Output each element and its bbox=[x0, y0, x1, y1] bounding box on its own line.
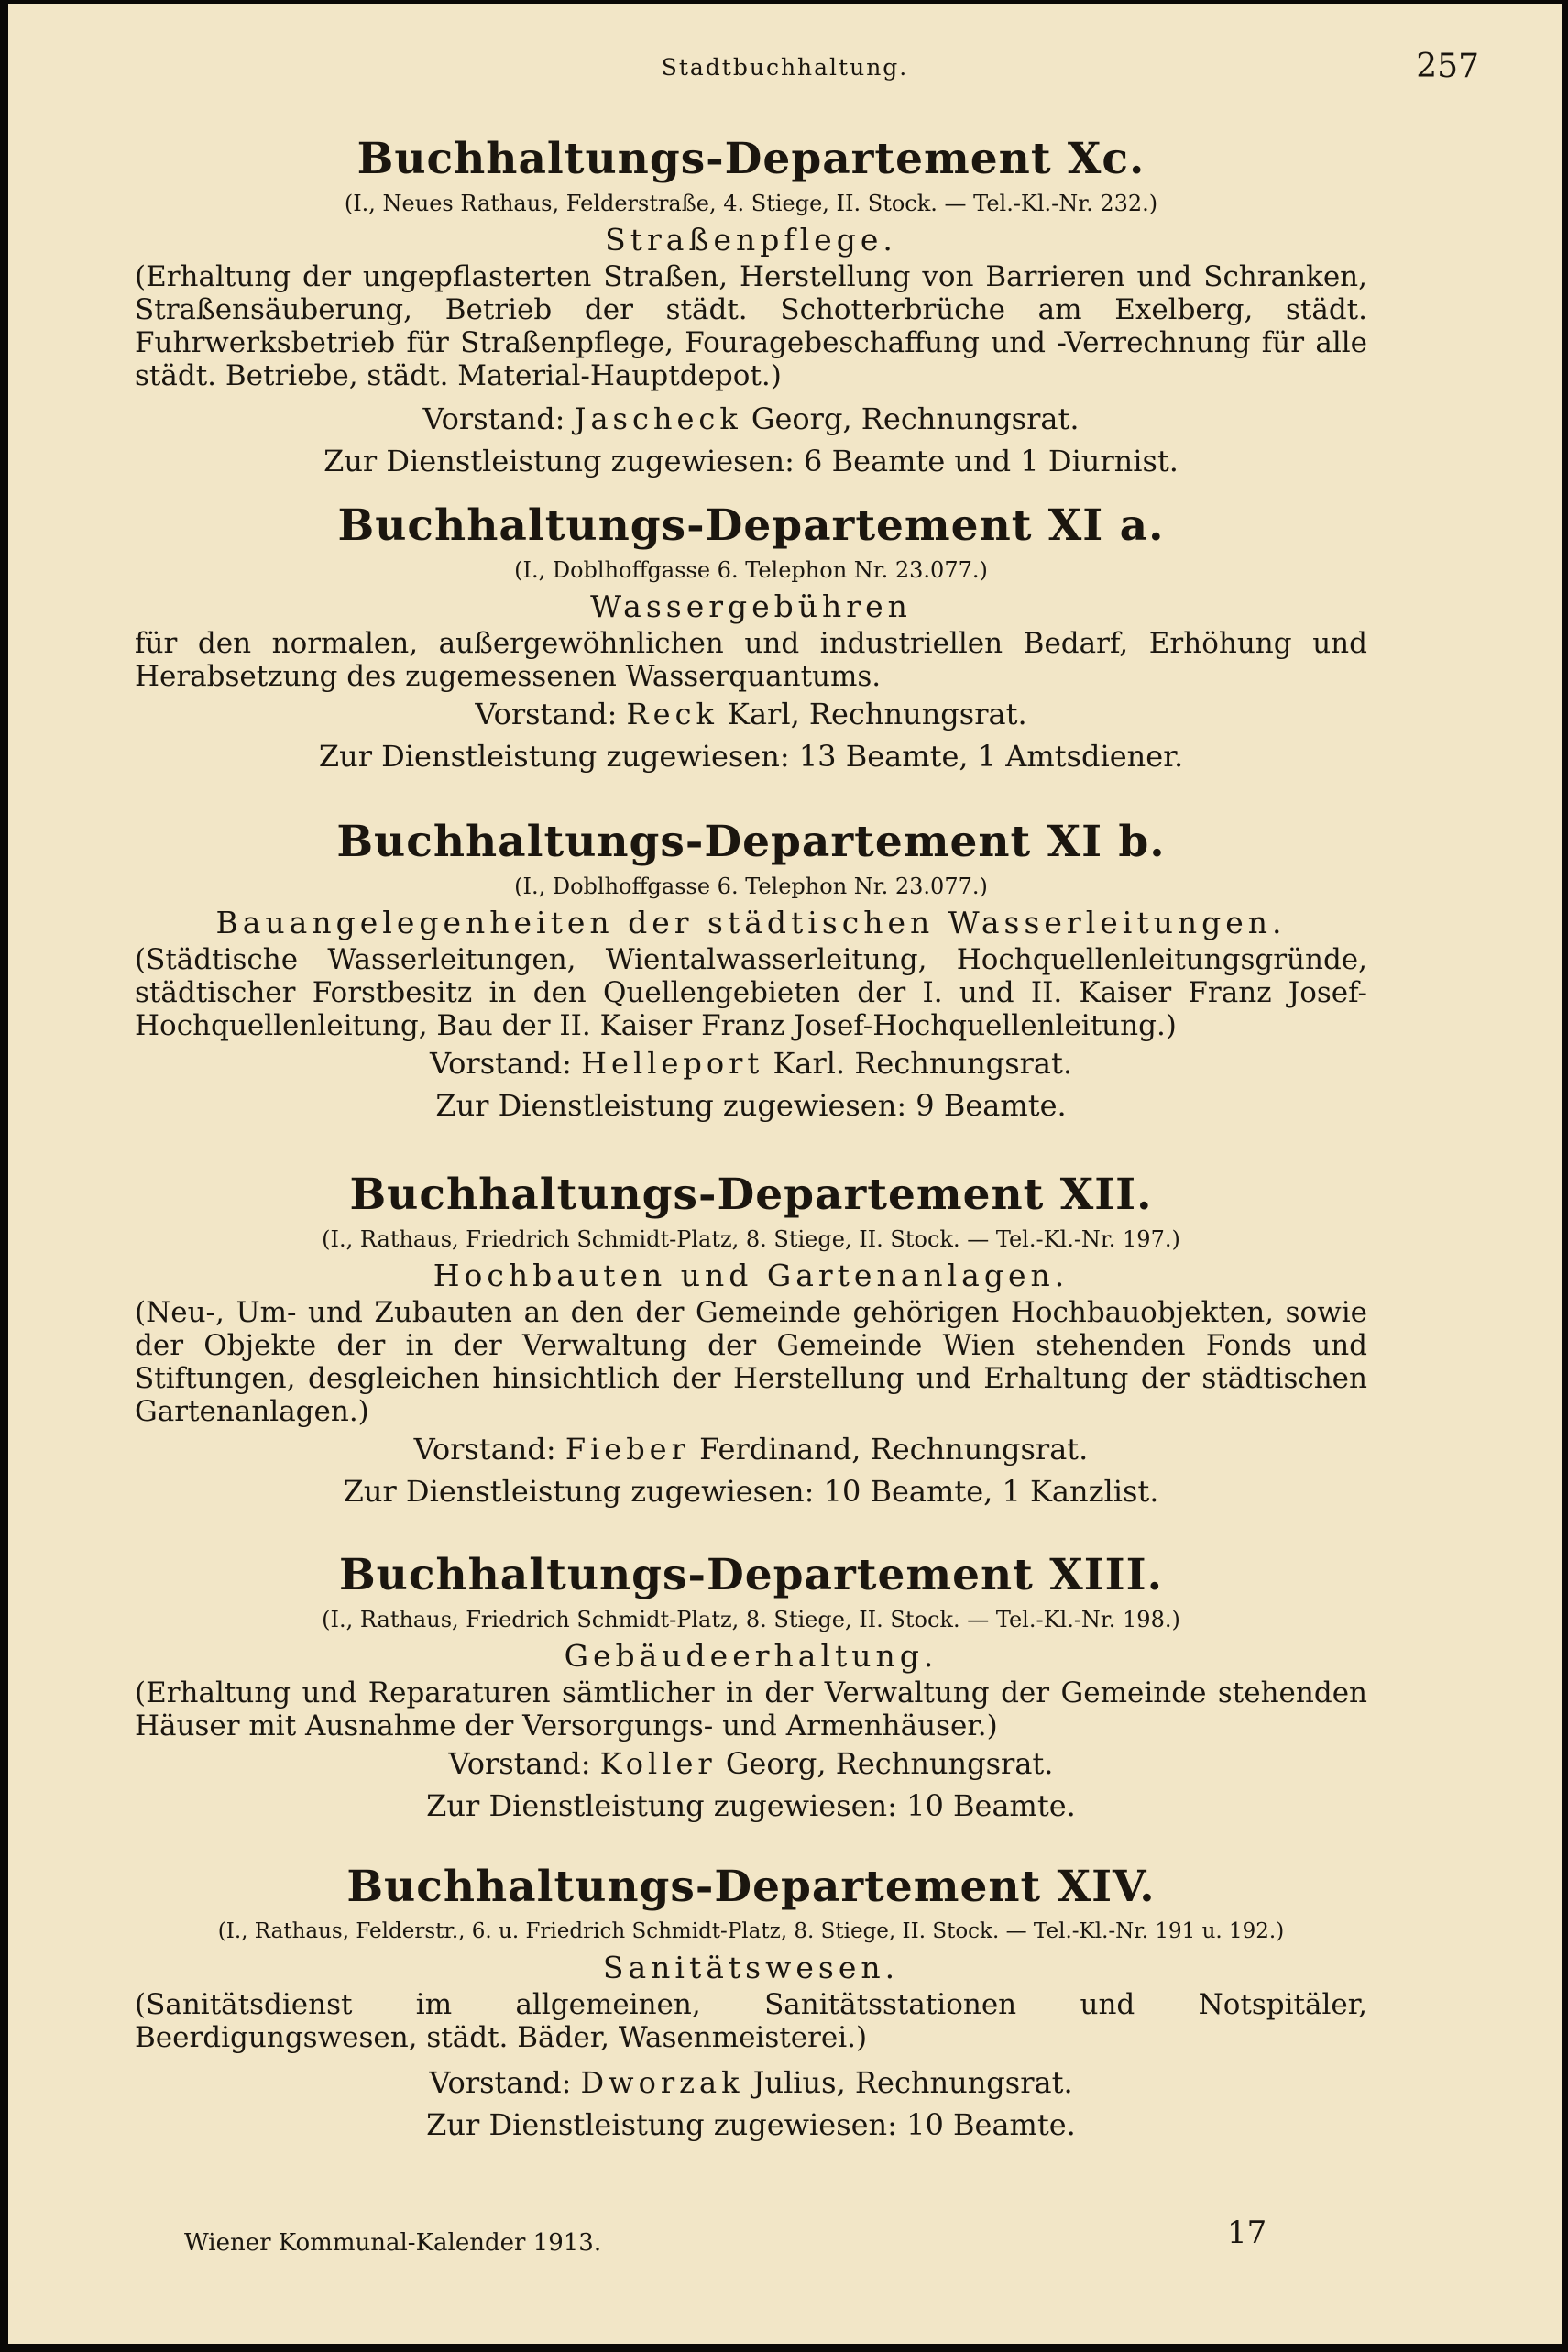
department-head bbox=[135, 1742, 1367, 1785]
department-address: (I., Rathaus, Friedrich Schmidt-Platz, 8. Stiege, II. Stock. — Tel.-Kl.-Nr. 197.) bbox=[322, 1226, 1180, 1252]
department-description: (Erhaltung der ungepflasterten Straßen, Herstellung von Barrieren und Schranken, Straßensäuberung, Betrieb der städt. Schotterbrüche am Exelberg, städt. Fuhrwerksbetrieb für Straßenpflege, Fouragebeschaffung und -Verrechnung für alle städt. Betriebe, städt. Material-Hauptdepot.) bbox=[135, 260, 1367, 392]
head-rest: Karl. Rechnungsrat. bbox=[773, 1046, 1073, 1081]
head-rest: Julius, Rechnungsrat. bbox=[752, 2065, 1073, 2100]
department-head bbox=[135, 1428, 1367, 1470]
page-number: 257 bbox=[1416, 48, 1479, 85]
department-description: (Sanitätsdienst im allgemeinen, Sanitätsstationen und Notspitäler, Beerdigungswesen, städt. Bäder, Wasenmeisterei.) bbox=[135, 1988, 1367, 2054]
department-staff: Zur Dienstleistung zugewiesen: 10 Beamte. bbox=[426, 2107, 1076, 2142]
department-title: Buchhaltungs-Departement XIV. bbox=[346, 1862, 1156, 1912]
head-rest: Georg, Rechnungsrat. bbox=[725, 1746, 1054, 1781]
department-area: Sanitätswesen. bbox=[602, 1950, 900, 1985]
footer-signature: 17 bbox=[1227, 2215, 1267, 2251]
department-xiii bbox=[135, 1548, 1367, 1860]
department-staff: Zur Dienstleistung zugewiesen: 9 Beamte. bbox=[435, 1088, 1067, 1123]
head-prefix: Vorstand: bbox=[422, 401, 565, 436]
department-title: Buchhaltungs-Departement XI a. bbox=[337, 500, 1165, 551]
head-rest: Ferdinand, Rechnungsrat. bbox=[699, 1432, 1089, 1467]
department-area: Straßenpflege. bbox=[605, 222, 897, 258]
department-xib bbox=[135, 815, 1367, 1168]
department-area: Wassergebühren bbox=[590, 588, 912, 624]
department-description: (Erhaltung und Reparaturen sämtlicher in der Verwaltung der Gemeinde stehenden Häuser mit Ausnahme der Versorgungs- und Armenhäuser.) bbox=[135, 1676, 1367, 1742]
page-content bbox=[135, 132, 1367, 2171]
head-prefix: Vorstand: bbox=[429, 2065, 572, 2100]
running-head: Stadtbuchhaltung. bbox=[661, 54, 909, 81]
department-area: Bauangelegenheiten der städtischen Wasserleitungen. bbox=[215, 905, 1287, 940]
department-xia bbox=[135, 499, 1367, 815]
department-address: (I., Neues Rathaus, Felderstraße, 4. Stiege, II. Stock. — Tel.-Kl.-Nr. 232.) bbox=[344, 191, 1158, 216]
department-xii bbox=[135, 1168, 1367, 1548]
department-xiv bbox=[135, 1860, 1367, 2171]
head-name: Helleport bbox=[581, 1046, 764, 1081]
department-staff: Zur Dienstleistung zugewiesen: 13 Beamte, 1 Amtsdiener. bbox=[318, 739, 1184, 774]
department-address: (I., Doblhoffgasse 6. Telephon Nr. 23.077.) bbox=[514, 557, 988, 583]
department-area: Hochbauten und Gartenanlagen. bbox=[433, 1258, 1069, 1293]
head-prefix: Vorstand: bbox=[429, 1046, 572, 1081]
head-prefix: Vorstand: bbox=[448, 1746, 591, 1781]
head-name: Jascheck bbox=[574, 401, 742, 436]
department-head bbox=[135, 693, 1367, 735]
department-address: (I., Doblhoffgasse 6. Telephon Nr. 23.077.) bbox=[514, 874, 988, 899]
department-title: Buchhaltungs-Departement XI b. bbox=[336, 817, 1166, 867]
department-head bbox=[135, 398, 1367, 440]
head-name: Fieber bbox=[565, 1432, 690, 1467]
department-title: Buchhaltungs-Departement XIII. bbox=[338, 1550, 1164, 1600]
head-name: Dworzak bbox=[580, 2065, 744, 2100]
head-rest: Karl, Rechnungsrat. bbox=[728, 697, 1027, 731]
department-area: Gebäudeerhaltung. bbox=[564, 1638, 938, 1674]
footer-publication: Wiener Kommunal-Kalender 1913. bbox=[184, 2229, 602, 2257]
department-xc bbox=[135, 132, 1367, 499]
department-staff: Zur Dienstleistung zugewiesen: 10 Beamte, 1 Kanzlist. bbox=[343, 1474, 1159, 1509]
department-staff: Zur Dienstleistung zugewiesen: 6 Beamte und 1 Diurnist. bbox=[323, 444, 1179, 478]
head-name: Reck bbox=[626, 697, 718, 731]
head-prefix: Vorstand: bbox=[413, 1432, 556, 1467]
department-address: (I., Rathaus, Felderstr., 6. u. Friedrich Schmidt-Platz, 8. Stiege, II. Stock. — Tel.-Kl.-Nr. 191 u. 192.) bbox=[217, 1919, 1285, 1943]
head-name: Koller bbox=[599, 1746, 717, 1781]
department-description: für den normalen, außergewöhnlichen und industriellen Bedarf, Erhöhung und Herabsetzung des zugemessenen Wasserquantums. bbox=[135, 627, 1367, 693]
department-staff: Zur Dienstleistung zugewiesen: 10 Beamte. bbox=[426, 1788, 1076, 1823]
department-title: Buchhaltungs-Departement XII. bbox=[349, 1170, 1153, 1220]
department-address: (I., Rathaus, Friedrich Schmidt-Platz, 8. Stiege, II. Stock. — Tel.-Kl.-Nr. 198.) bbox=[322, 1607, 1180, 1632]
head-prefix: Vorstand: bbox=[475, 697, 618, 731]
department-title: Buchhaltungs-Departement Xc. bbox=[356, 134, 1146, 184]
head-rest: Georg, Rechnungsrat. bbox=[751, 401, 1080, 436]
department-description: (Städtische Wasserleitungen, Wientalwasserleitung, Hochquellenleitungsgründe, städtischer Forstbesitz in den Quellengebieten der I. und II. Kaiser Franz Josef-Hochquellenleitung, Bau der II. Kaiser Franz Josef-Hochquellenleitung.) bbox=[135, 943, 1367, 1042]
department-description: (Neu-, Um- und Zubauten an den der Gemeinde gehörigen Hochbauobjekten, sowie der Objekte der in der Verwaltung der Gemeinde Wien stehenden Fonds und Stiftungen, desgleichen hinsichtlich der Herstellung und Erhaltung der städtischen Gartenanlagen.) bbox=[135, 1296, 1367, 1428]
department-head bbox=[135, 1042, 1367, 1084]
department-head bbox=[135, 2061, 1367, 2104]
